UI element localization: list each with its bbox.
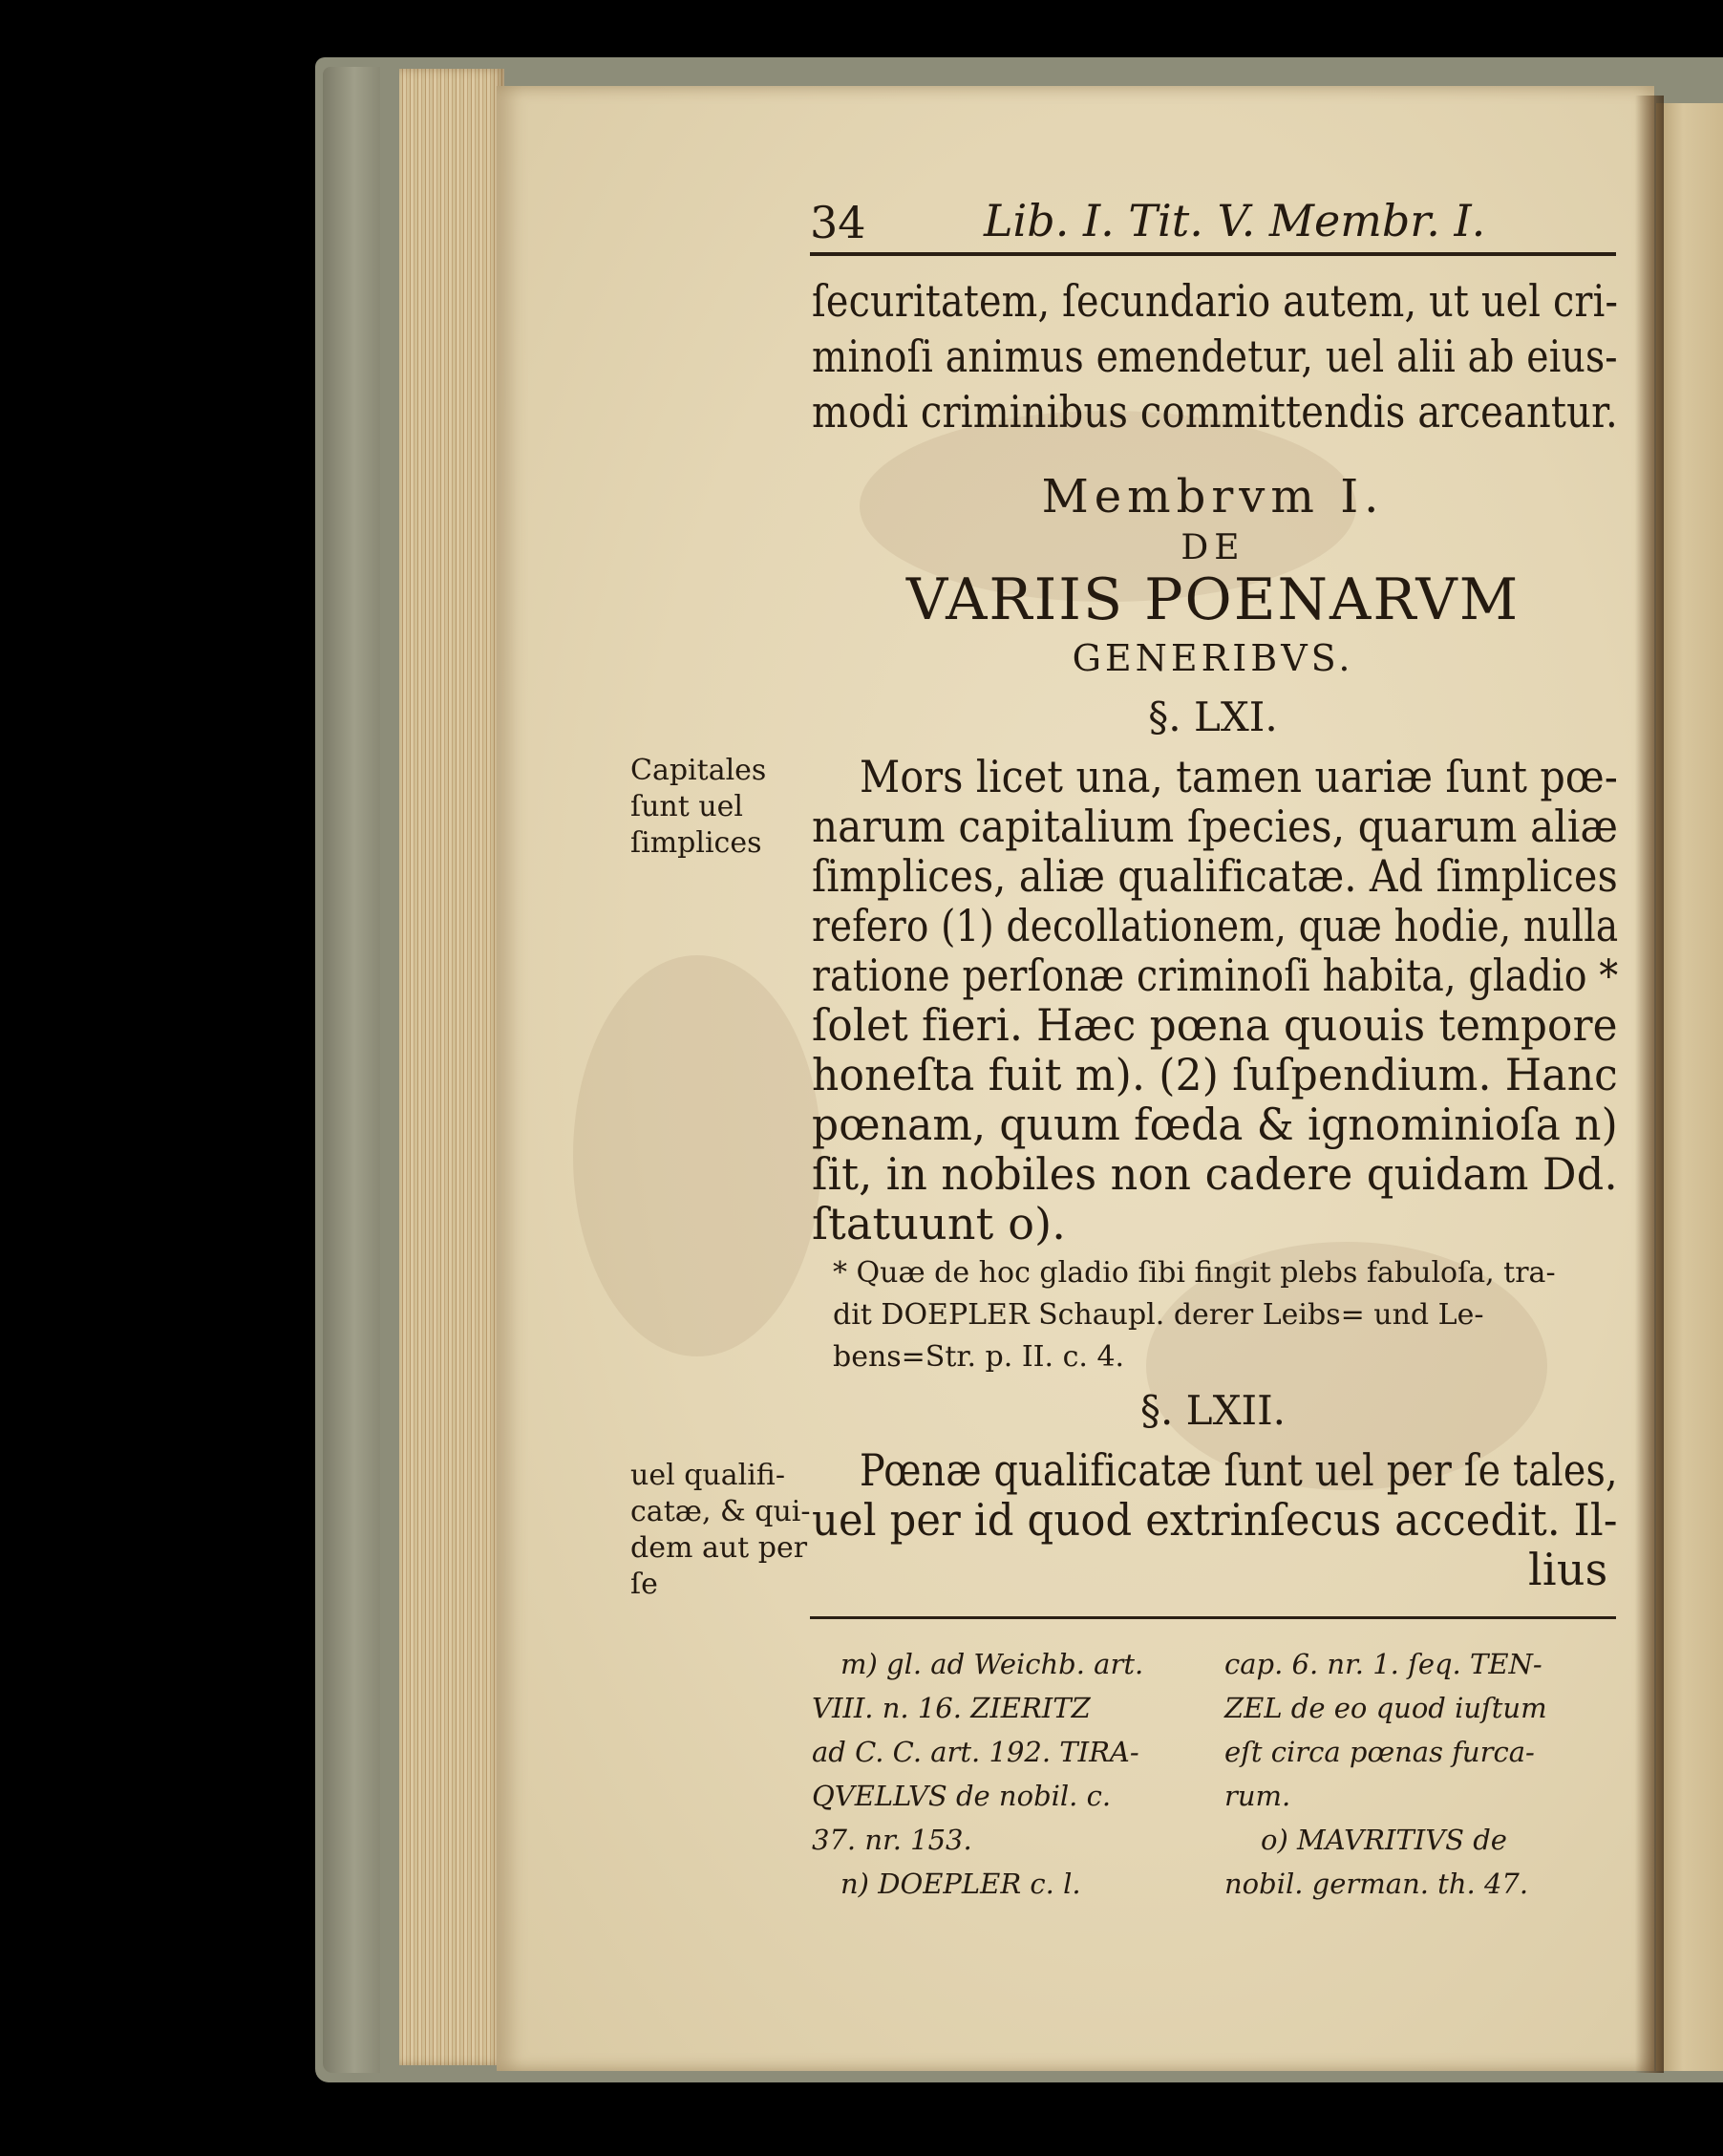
section-number: §. LXII. <box>1139 1387 1287 1434</box>
main-heading: VARIIS POENARVM <box>905 566 1521 633</box>
footnote-right-line: eſt circa pœnas furca- <box>1224 1736 1535 1768</box>
footnote-right-line: nobil. german. th. 47. <box>1224 1868 1529 1900</box>
body-line: ratione perſonæ criminoſi habita, gladio * <box>812 950 1619 1001</box>
footnote-right-line: ZEL de eo quod iuſtum <box>1224 1692 1547 1724</box>
footnote-rule <box>810 1616 1616 1619</box>
body-line: pœnam, quum fœda & ignominioſa n) <box>812 1099 1618 1150</box>
body-line: refero (1) decollationem, quæ hodie, nulla <box>812 900 1619 951</box>
body-line: uel per id quod extrinſecus accedit. Il- <box>812 1494 1618 1546</box>
margin-note: ſe <box>630 1568 658 1601</box>
body-line: ſit, in nobiles non cadere quidam Dd. <box>812 1148 1618 1200</box>
margin-note: ſunt uel <box>630 790 744 823</box>
sub-heading: GENERIBVS. <box>1072 637 1354 679</box>
body-line: ſecuritatem, ſecundario autem, ut uel cri- <box>812 275 1619 327</box>
section-number: §. LXI. <box>1148 694 1278 740</box>
body-line: narum capitalium ſpecies, quarum aliæ <box>812 800 1619 852</box>
page-gutter-shadow <box>1635 96 1664 2073</box>
body-line: minoſi animus emendetur, uel alii ab eius- <box>812 331 1618 382</box>
body-line: modi criminibus committendis arceantur. <box>812 386 1618 438</box>
de-heading: DE <box>1181 528 1245 567</box>
footnote-left-line: n) DOEPLER c. l. <box>840 1868 1081 1900</box>
margin-note: dem aut per <box>630 1531 808 1565</box>
margin-note: Capitales <box>630 754 767 787</box>
margin-note: uel qualifi- <box>630 1459 785 1492</box>
header-rule <box>810 252 1616 256</box>
book-cover-edge <box>323 67 380 2073</box>
footnote-left-line: QVELLVS de nobil. c. <box>812 1780 1112 1812</box>
membrum-heading: Membrvm I. <box>1041 470 1385 523</box>
margin-note: ſimplices <box>630 826 762 860</box>
body-line: Mors licet una, tamen uariæ ſunt pœ- <box>860 751 1618 802</box>
catchword: lius <box>1528 1544 1608 1595</box>
footnote-left-line: 37. nr. 153. <box>812 1824 972 1856</box>
page-stack-edges <box>399 69 504 2065</box>
page-number: 34 <box>810 197 866 248</box>
paper-stain <box>573 955 821 1356</box>
footnote-left-line: m) gl. ad Weichb. art. <box>840 1648 1144 1680</box>
footnote-right-line: o) MAVRITIVS de <box>1261 1824 1507 1856</box>
footnote-line: bens=Str. p. II. c. 4. <box>833 1340 1125 1374</box>
body-line: honeſta fuit m). (2) ſuſpendium. Hanc <box>812 1049 1618 1100</box>
facing-page-edge <box>1656 103 1723 2071</box>
running-title: Lib. I. Tit. V. Membr. I. <box>984 195 1486 246</box>
footnote-line: * Quæ de hoc gladio ſibi fingit plebs fabuloſa, tra- <box>833 1256 1556 1290</box>
body-line: ſimplices, aliæ qualificatæ. Ad ſimplices <box>812 850 1618 902</box>
footnote-right-line: rum. <box>1224 1780 1291 1812</box>
body-line: Pœnæ qualificatæ ſunt uel per ſe tales, <box>860 1444 1618 1496</box>
footnote-line: dit DOEPLER Schaupl. derer Leibs= und Le- <box>833 1298 1484 1332</box>
body-line: ſtatuunt o). <box>812 1198 1067 1249</box>
margin-note: catæ, & qui- <box>630 1495 811 1528</box>
footnote-left-line: ad C. C. art. 192. TIRA- <box>812 1736 1139 1768</box>
footnote-left-line: VIII. n. 16. ZIERITZ <box>812 1692 1091 1724</box>
body-line: ſolet fieri. Hæc pœna quouis tempore <box>812 999 1618 1051</box>
footnote-right-line: cap. 6. nr. 1. ſeq. TEN- <box>1224 1648 1542 1680</box>
